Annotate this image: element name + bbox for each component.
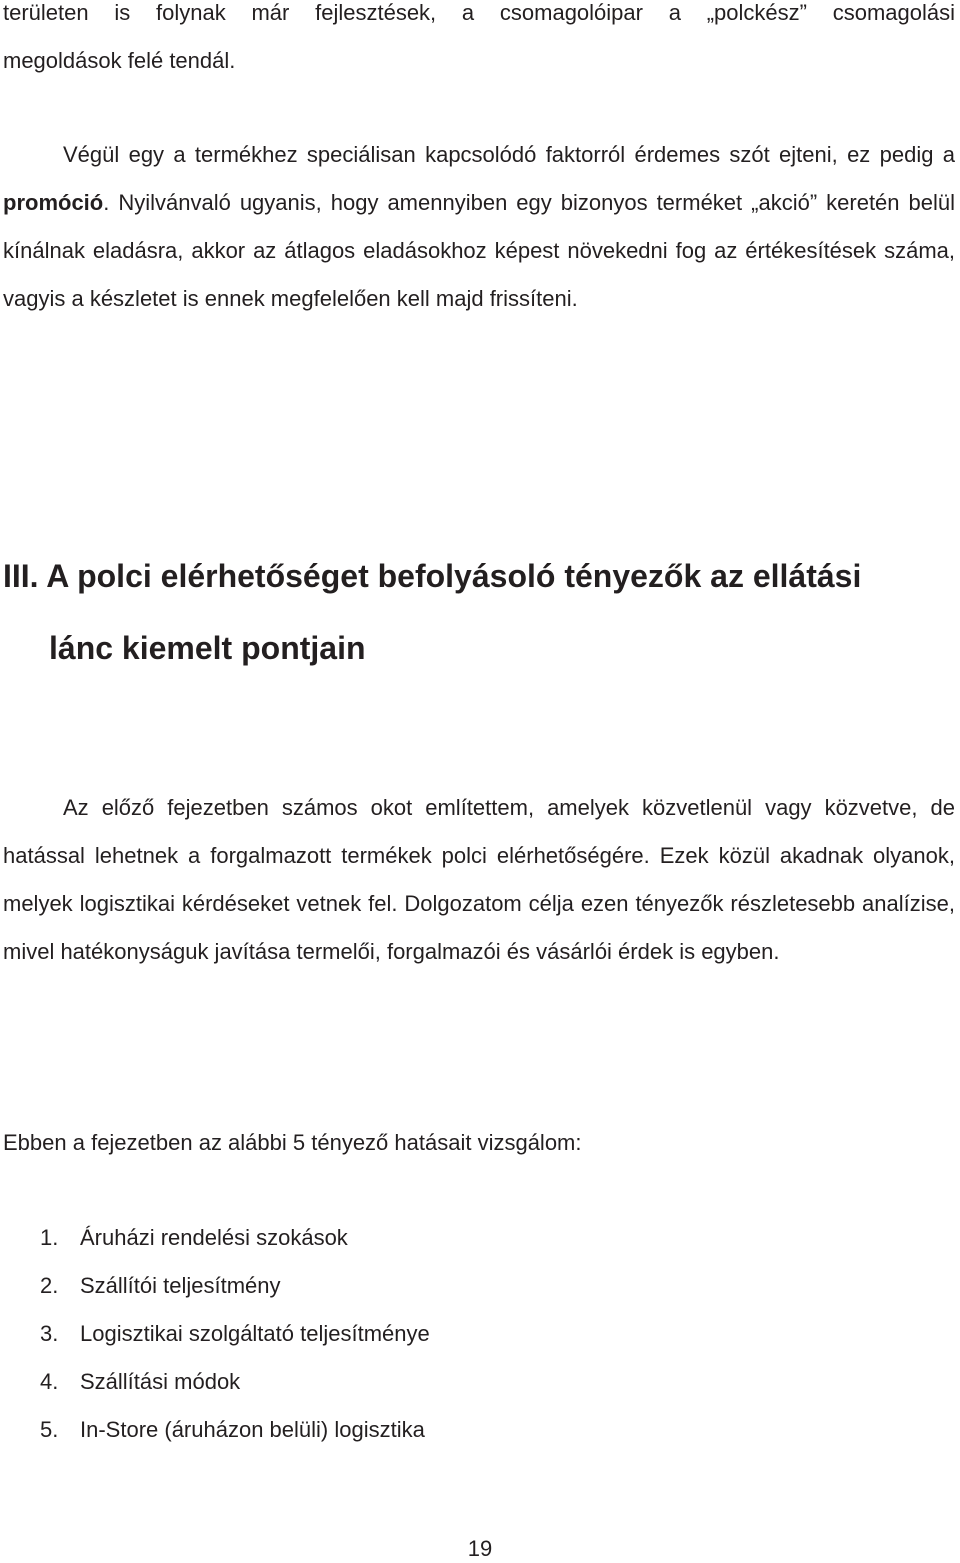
list-item-label: Áruházi rendelési szokások: [80, 1225, 348, 1250]
list-item-number: 2.: [40, 1273, 59, 1298]
list-item-label: Szállítói teljesítmény: [80, 1273, 281, 1298]
paragraph-4: Ebben a fejezetben az alábbi 5 tényező hatásait vizsgálom:: [3, 1130, 582, 1155]
list-item-label: Logisztikai szolgáltató teljesítménye: [80, 1321, 430, 1346]
paragraph-2-text-start: Végül egy a termékhez speciálisan kapcsolódó faktorról érdemes szót ejteni, ez pedig a: [63, 142, 955, 167]
factor-list: [40, 1214, 430, 1454]
list-item-number: 3.: [40, 1321, 59, 1346]
paragraph-3: Az előző fejezetben számos okot említettem, amelyek közvetlenül vagy közvetve, de hatással lehetnek a forgalmazott termékek polci elérhetőségére. Ezek közül akadnak olyanok, melyek logisztikai kérdéseket vetnek fel. Dolgozatom célja ezen tényezők részletesebb analízise, mivel hatékonyságuk javítása termelői, forgalmazói és vásárlói érdek is egyben.: [3, 795, 955, 964]
list-item: [40, 1310, 430, 1358]
paragraph-1: [3, 0, 955, 85]
paragraph-1-line-2: megoldások felé tendál.: [3, 48, 236, 73]
page-number: 19: [467, 1536, 493, 1561]
list-item: [40, 1406, 430, 1454]
promotion-term: promóció: [3, 190, 104, 215]
list-item-label: In-Store (áruházon belüli) logisztika: [80, 1417, 425, 1442]
paragraph-1-line-1: területen is folynak már fejlesztések, a csomagolóipar a „polckész” csomagolási: [3, 0, 955, 25]
section-heading-line-1: III. A polci elérhetőséget befolyásoló tényezők az ellátási: [3, 558, 862, 594]
section-heading: [3, 540, 955, 684]
list-item-number: 5.: [40, 1417, 59, 1442]
list-item: [40, 1262, 430, 1310]
list-item-number: 1.: [40, 1225, 59, 1250]
paragraph-2-text-end: . Nyilvánvaló ugyanis, hogy amennyiben egy bizonyos terméket „akció” keretén belül kínálnak eladásra, akkor az átlagos eladásokhoz képest növekedni fog az értékesítések száma, vagyis a készletet is ennek megfelelően kell majd frissíteni.: [3, 190, 955, 311]
paragraph-2: [3, 131, 955, 323]
section-heading-line-2: lánc kiemelt pontjain: [49, 630, 366, 666]
list-item: [40, 1358, 430, 1406]
list-item-number: 4.: [40, 1369, 59, 1394]
list-item-label: Szállítási módok: [80, 1369, 241, 1394]
list-item: [40, 1214, 430, 1262]
